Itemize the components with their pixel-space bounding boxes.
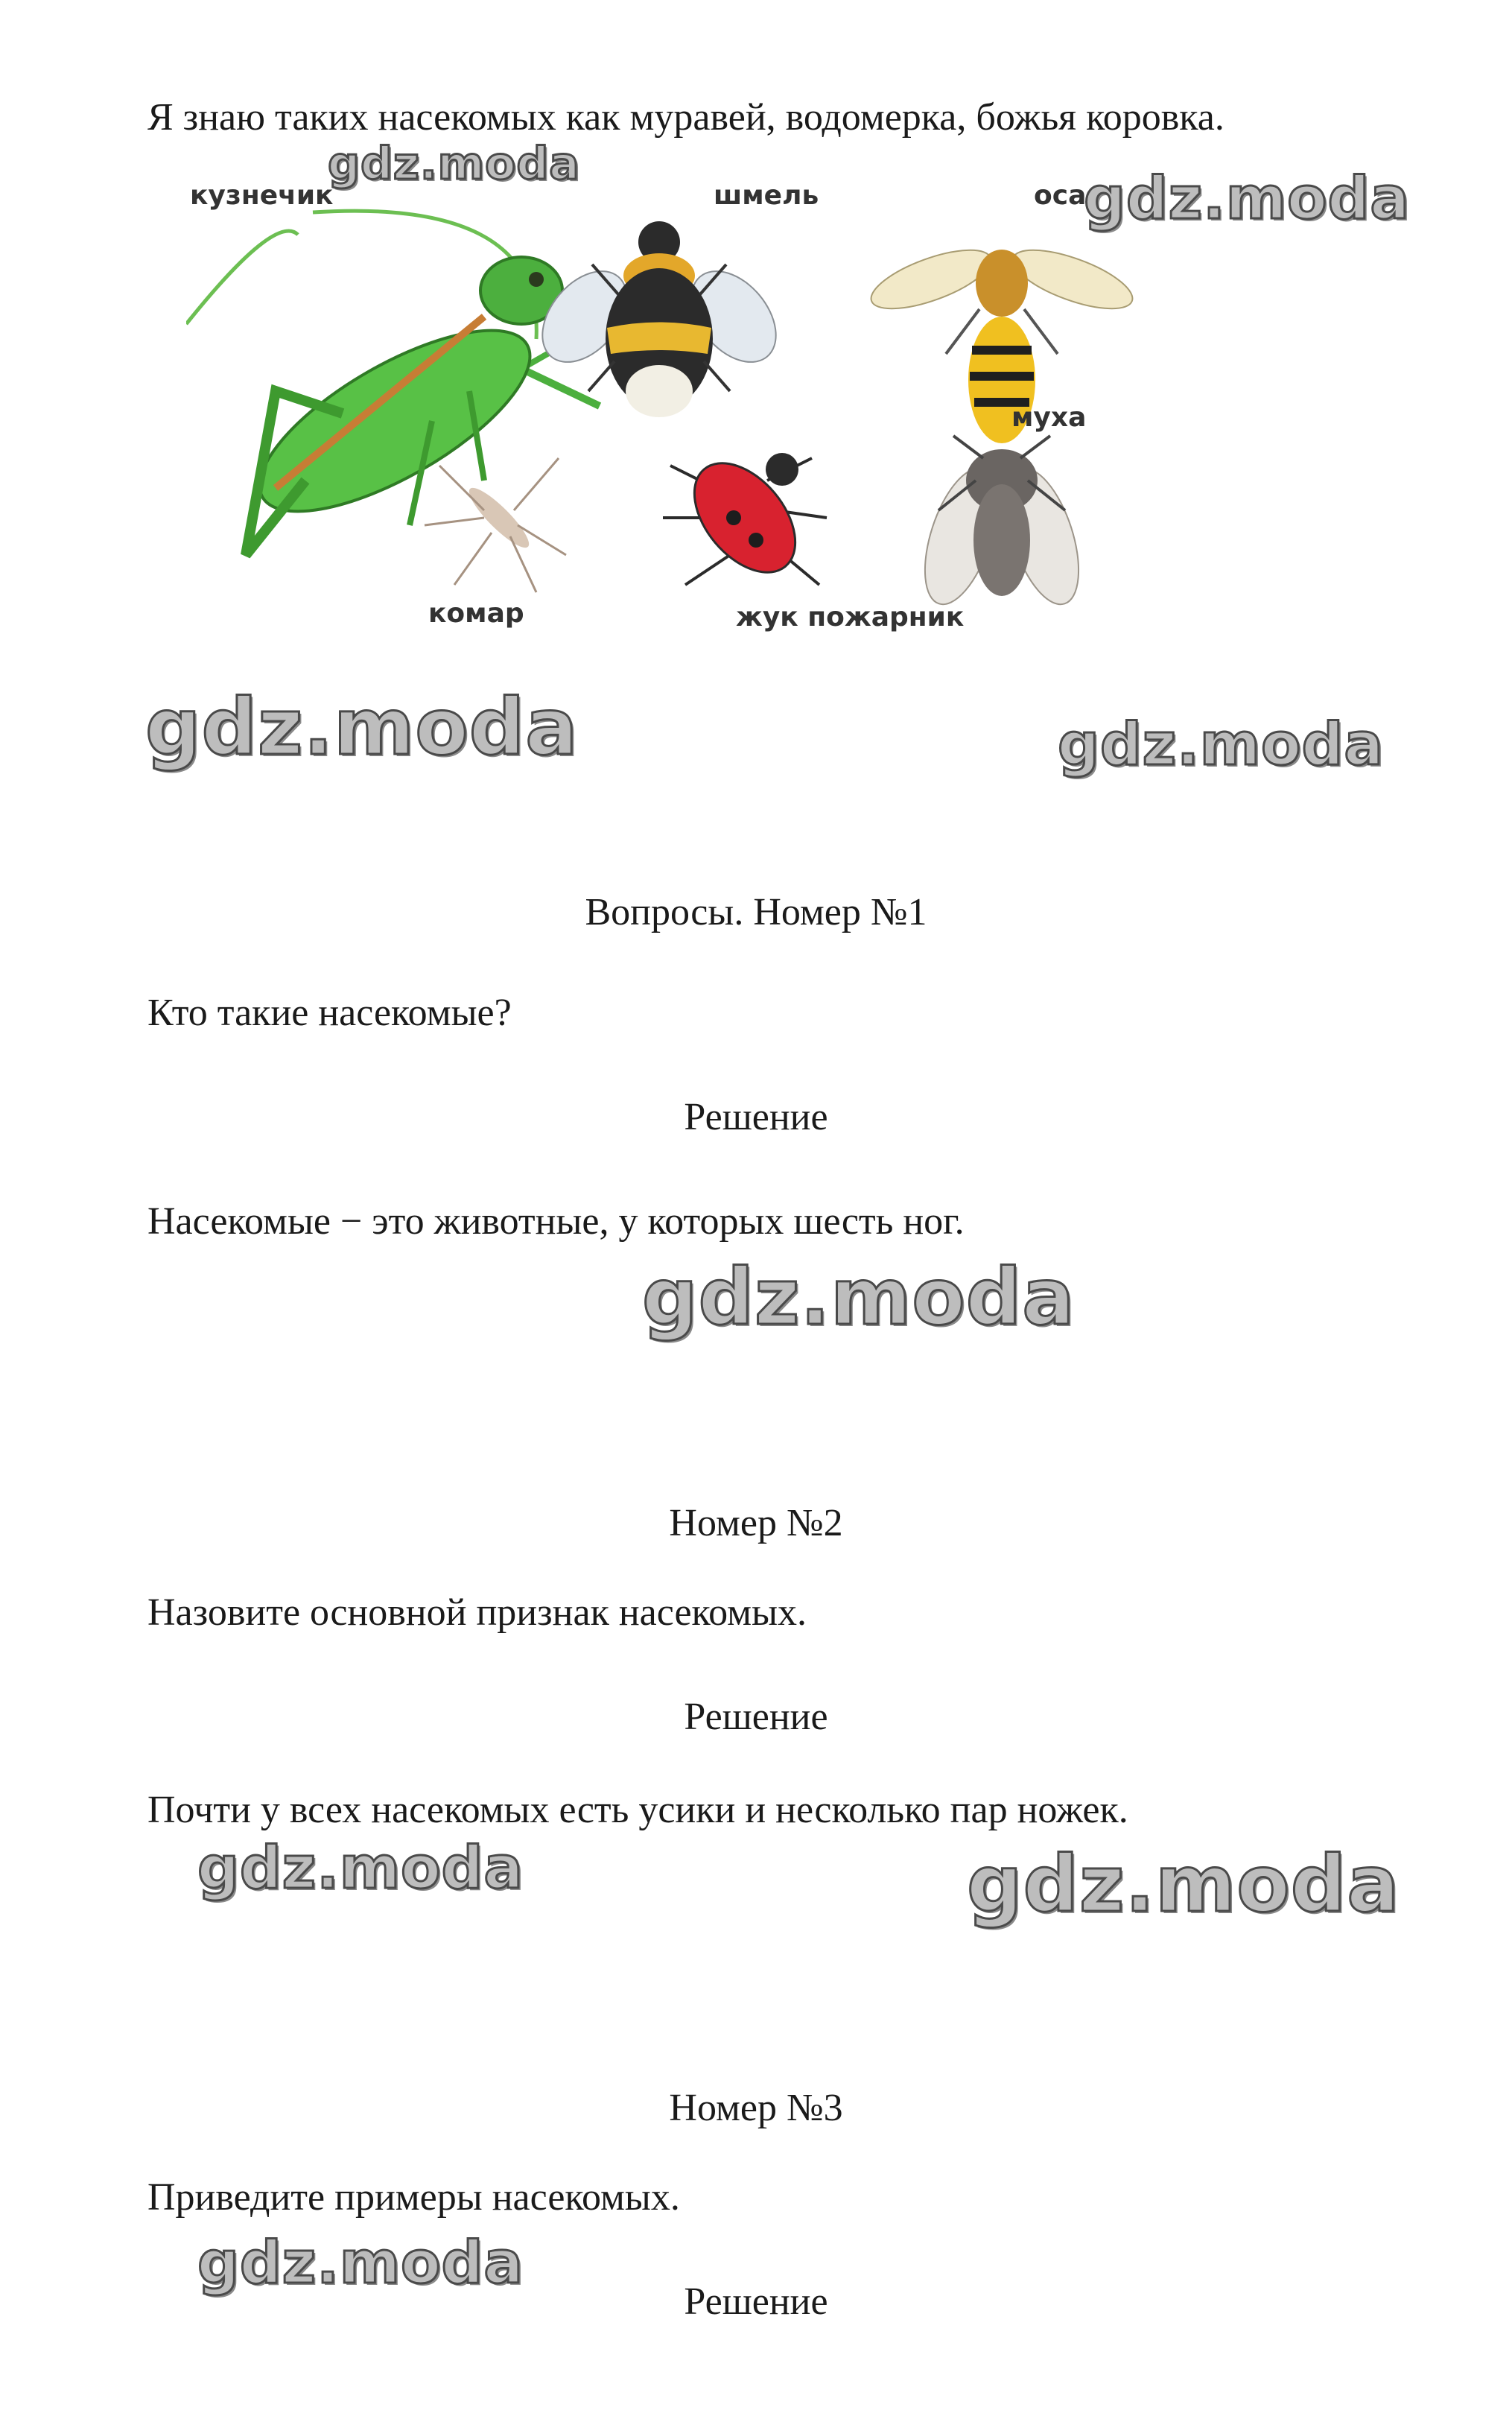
watermark: gdz.moda: [642, 1252, 1076, 1342]
watermark: gdz.moda: [328, 138, 580, 190]
watermark: gdz.moda: [145, 682, 579, 773]
answer-2: Почти у всех насекомых есть усики и несколько пар ножек.: [147, 1789, 1128, 1831]
solution-label: Решение: [684, 2280, 828, 2323]
watermark: gdz.moda: [1058, 711, 1385, 779]
wasp-image: [865, 238, 1140, 443]
label-grasshopper: кузнечик: [190, 180, 334, 211]
label-fly: муха: [1011, 402, 1087, 433]
number-2-title: Номер №2: [669, 1502, 843, 1544]
questions-title: Вопросы. Номер №1: [585, 891, 927, 933]
watermark: gdz.moda: [1084, 165, 1411, 232]
grasshopper-image: [186, 211, 600, 555]
label-wasp: оса: [1034, 180, 1087, 211]
answer-1: Насекомые − это животные, у которых шесть ног.: [147, 1200, 965, 1243]
solution-label: Решение: [684, 1096, 828, 1138]
firebug-image: [663, 444, 827, 591]
fly-image: [911, 436, 1093, 613]
watermark: gdz.moda: [197, 2230, 524, 2297]
solution-label: Решение: [684, 1696, 828, 1738]
intro-text: Я знаю таких насекомых как муравей, водомерка, божья коровка.: [147, 96, 1224, 139]
question-2: Назовите основной признак насекомых.: [147, 1591, 807, 1634]
watermark: gdz.moda: [967, 1839, 1400, 1930]
label-mosquito: комар: [428, 598, 524, 629]
watermark: gdz.moda: [197, 1835, 524, 1902]
label-bumblebee: шмель: [714, 180, 819, 211]
question-3: Приведите примеры насекомых.: [147, 2176, 680, 2219]
mosquito-image: [425, 458, 566, 592]
label-firebug: жук пожарник: [736, 602, 965, 633]
question-1: Кто такие насекомые?: [147, 992, 512, 1034]
number-3-title: Номер №3: [669, 2087, 843, 2129]
